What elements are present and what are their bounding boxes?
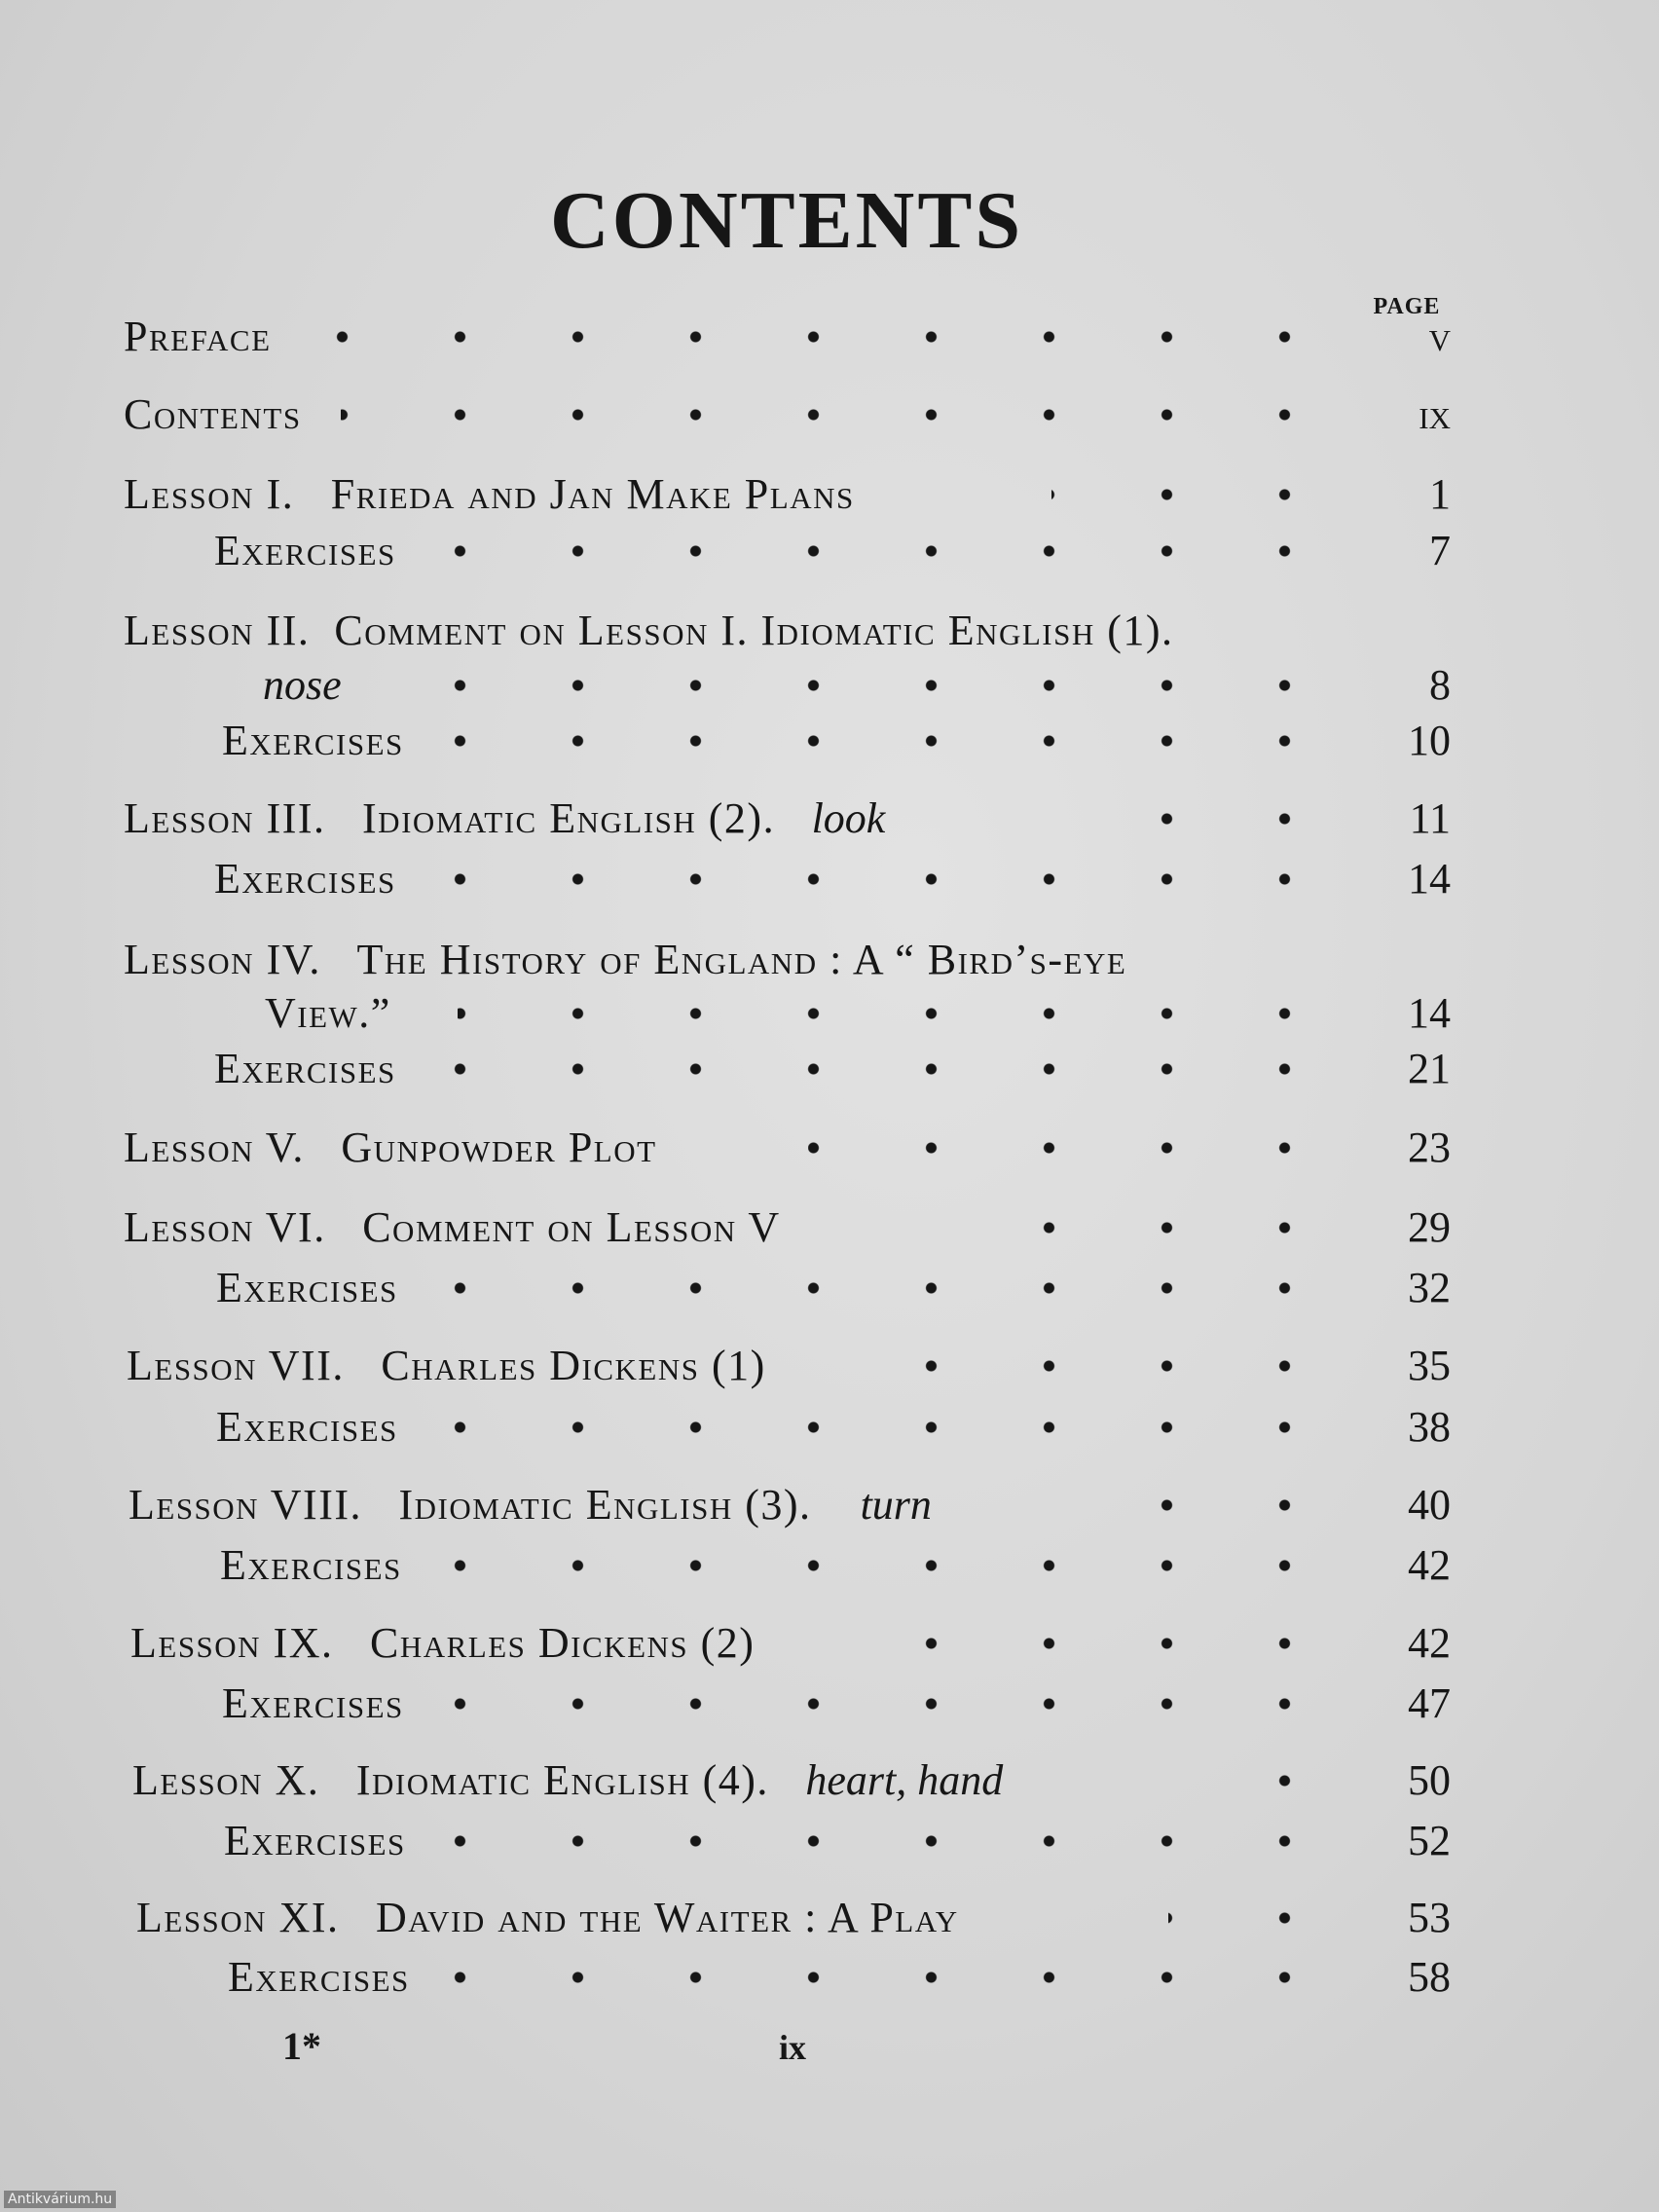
toc-page-number: 53 xyxy=(1408,1894,1451,1941)
lesson-title: Frieda and Jan Make Plans xyxy=(330,470,855,518)
italic-word: look xyxy=(811,794,886,842)
dot-leader xyxy=(448,735,1344,747)
toc-entry-label: Exercises xyxy=(228,1953,410,2001)
toc-entry-label xyxy=(124,935,1126,984)
toc-entry-label xyxy=(127,1341,766,1390)
toc-page-number: 29 xyxy=(1408,1203,1451,1251)
dot-leader xyxy=(448,1282,1344,1294)
toc-entry-exercises[interactable] xyxy=(0,1816,1659,1874)
toc-page-number: 52 xyxy=(1408,1817,1451,1864)
toc-entry-label: Exercises xyxy=(214,1045,396,1092)
toc-page-number: 58 xyxy=(1408,1953,1451,2001)
dot-leader xyxy=(448,545,1344,557)
toc-page-number: 1 xyxy=(1429,470,1451,518)
page-column-header: PAGE xyxy=(1373,294,1441,319)
toc-page-number: 40 xyxy=(1408,1481,1451,1529)
toc-entry-label: Contents xyxy=(124,390,302,438)
toc-page-number: 8 xyxy=(1429,661,1451,709)
toc-entry-lesson-11[interactable] xyxy=(0,1893,1659,1951)
lesson-title: The History of England : A “ Bird’s-eye xyxy=(356,936,1127,983)
dot-leader xyxy=(1217,1775,1344,1787)
toc-entry-exercises[interactable] xyxy=(0,526,1659,584)
toc-entry-label: Exercises xyxy=(214,855,396,903)
toc-entry-lesson-2-continued[interactable] xyxy=(0,660,1659,719)
toc-entry-label: Preface xyxy=(124,313,272,360)
toc-page-number: 7 xyxy=(1429,527,1451,574)
toc-entry-lesson-3[interactable] xyxy=(0,793,1659,852)
lesson-title: Charles Dickens (1) xyxy=(381,1342,766,1389)
toc-entry-label: Exercises xyxy=(216,1264,398,1311)
toc-page-number: 47 xyxy=(1408,1679,1451,1727)
lesson-number: Lesson I. xyxy=(124,470,295,518)
toc-entry-exercises[interactable] xyxy=(0,1044,1659,1102)
toc-entry-label: View.” xyxy=(265,989,391,1037)
lesson-number: Lesson III. xyxy=(124,794,326,842)
toc-page-number: ix xyxy=(1419,390,1451,438)
dot-leader xyxy=(1071,813,1344,825)
toc-entry-lesson-6[interactable] xyxy=(0,1202,1659,1261)
lesson-title: David and the Waiter : A Play xyxy=(376,1894,959,1941)
lesson-title: Charles Dickens (2) xyxy=(370,1619,756,1667)
toc-entry-label xyxy=(124,606,1174,655)
dot-leader xyxy=(448,1421,1344,1433)
toc-entry-preface[interactable] xyxy=(0,312,1659,370)
dot-leader xyxy=(350,680,1344,691)
signature-mark: 1* xyxy=(282,2024,321,2068)
italic-word: turn xyxy=(860,1481,932,1529)
toc-entry-lesson-7[interactable] xyxy=(0,1341,1659,1399)
toc-page-number: v xyxy=(1428,313,1451,360)
lesson-number: Lesson VIII. xyxy=(129,1481,363,1529)
dot-leader xyxy=(915,1360,1344,1372)
dot-leader xyxy=(1168,1912,1344,1924)
toc-page-number: 14 xyxy=(1408,855,1451,903)
dot-leader xyxy=(448,1835,1344,1847)
lesson-title: Idiomatic English (3). xyxy=(398,1481,812,1529)
toc-entry-label xyxy=(124,1123,657,1172)
toc-page-number: 35 xyxy=(1408,1342,1451,1389)
dot-leader xyxy=(1149,1499,1344,1511)
lesson-title: Comment on Lesson V xyxy=(362,1203,781,1251)
toc-entry-lesson-4-continued[interactable] xyxy=(0,988,1659,1047)
dot-leader xyxy=(458,1008,1344,1019)
toc-entry-label: Exercises xyxy=(222,717,404,764)
toc-entry-label: Exercises xyxy=(224,1817,406,1864)
page-title: CONTENTS xyxy=(549,175,1024,266)
lesson-number: Lesson IV. xyxy=(124,936,321,983)
dot-leader xyxy=(448,873,1344,885)
toc-entry-label xyxy=(130,1618,755,1668)
toc-page-number: 10 xyxy=(1408,717,1451,764)
lesson-number: Lesson VI. xyxy=(124,1203,326,1251)
lesson-title: Idiomatic English (2). xyxy=(362,794,776,842)
toc-page-number: 14 xyxy=(1408,989,1451,1037)
toc-entry-label xyxy=(263,660,342,710)
toc-page-number: 42 xyxy=(1408,1541,1451,1589)
toc-page-number: 32 xyxy=(1408,1264,1451,1311)
toc-entry-lesson-5[interactable] xyxy=(0,1123,1659,1181)
lesson-number: Lesson X. xyxy=(132,1756,320,1804)
toc-entry-lesson-9[interactable] xyxy=(0,1618,1659,1677)
toc-entry-lesson-1[interactable] xyxy=(0,469,1659,528)
italic-word: heart, hand xyxy=(805,1756,1004,1804)
toc-entry-lesson-2[interactable] xyxy=(0,606,1659,664)
toc-entry-exercises[interactable] xyxy=(0,1540,1659,1599)
toc-entry-label: Exercises xyxy=(220,1541,402,1589)
lesson-title: Gunpowder Plot xyxy=(341,1124,657,1171)
dot-leader xyxy=(321,331,1344,343)
dot-leader xyxy=(915,1638,1344,1649)
dot-leader xyxy=(1051,489,1344,500)
toc-entry-label xyxy=(132,1755,1003,1805)
dot-leader xyxy=(954,1222,1344,1234)
lesson-title: Idiomatic English (4). xyxy=(355,1756,769,1804)
italic-word: nose xyxy=(263,661,342,709)
dot-leader xyxy=(448,1063,1344,1075)
toc-entry-exercises[interactable] xyxy=(0,1402,1659,1460)
lesson-number: Lesson II. xyxy=(124,607,311,654)
toc-entry-label: Exercises xyxy=(214,527,396,574)
toc-entry-lesson-10[interactable] xyxy=(0,1755,1659,1814)
toc-entry-contents[interactable] xyxy=(0,389,1659,448)
toc-page-number: 42 xyxy=(1408,1619,1451,1667)
dot-leader xyxy=(808,1142,1344,1154)
toc-entry-label xyxy=(124,793,885,843)
dot-leader xyxy=(448,1972,1344,1983)
toc-entry-label xyxy=(124,469,855,519)
toc-entry-exercises[interactable] xyxy=(0,716,1659,774)
toc-page-number: 21 xyxy=(1408,1045,1451,1092)
toc-entry-exercises[interactable] xyxy=(0,1952,1659,2010)
toc-page-number: 11 xyxy=(1409,794,1451,842)
toc-page-number: 38 xyxy=(1408,1403,1451,1451)
toc-page-number: 50 xyxy=(1408,1756,1451,1804)
dot-leader xyxy=(448,1698,1344,1710)
toc-entry-label xyxy=(136,1893,959,1942)
dot-leader xyxy=(341,409,1344,421)
lesson-title: Comment on Lesson I. Idiomatic English (1). xyxy=(334,607,1174,654)
toc-entry-lesson-4[interactable] xyxy=(0,935,1659,993)
toc-entry-label: Exercises xyxy=(216,1403,398,1451)
toc-entry-lesson-8[interactable] xyxy=(0,1480,1659,1538)
toc-entry-exercises[interactable] xyxy=(0,854,1659,912)
toc-entry-label: Exercises xyxy=(222,1679,404,1727)
toc-entry-exercises[interactable] xyxy=(0,1678,1659,1737)
lesson-number: Lesson VII. xyxy=(127,1342,345,1389)
toc-page-number: 23 xyxy=(1408,1124,1451,1171)
dot-leader xyxy=(448,1560,1344,1571)
toc-entry-label xyxy=(129,1480,932,1530)
page-folio: ix xyxy=(779,2028,807,2067)
toc-entry-label xyxy=(124,1202,781,1252)
lesson-number: Lesson XI. xyxy=(136,1894,340,1941)
lesson-number: Lesson V. xyxy=(124,1124,305,1171)
toc-entry-exercises[interactable] xyxy=(0,1263,1659,1321)
lesson-number: Lesson IX. xyxy=(130,1619,334,1667)
watermark: Antikvárium.hu xyxy=(4,2191,116,2208)
